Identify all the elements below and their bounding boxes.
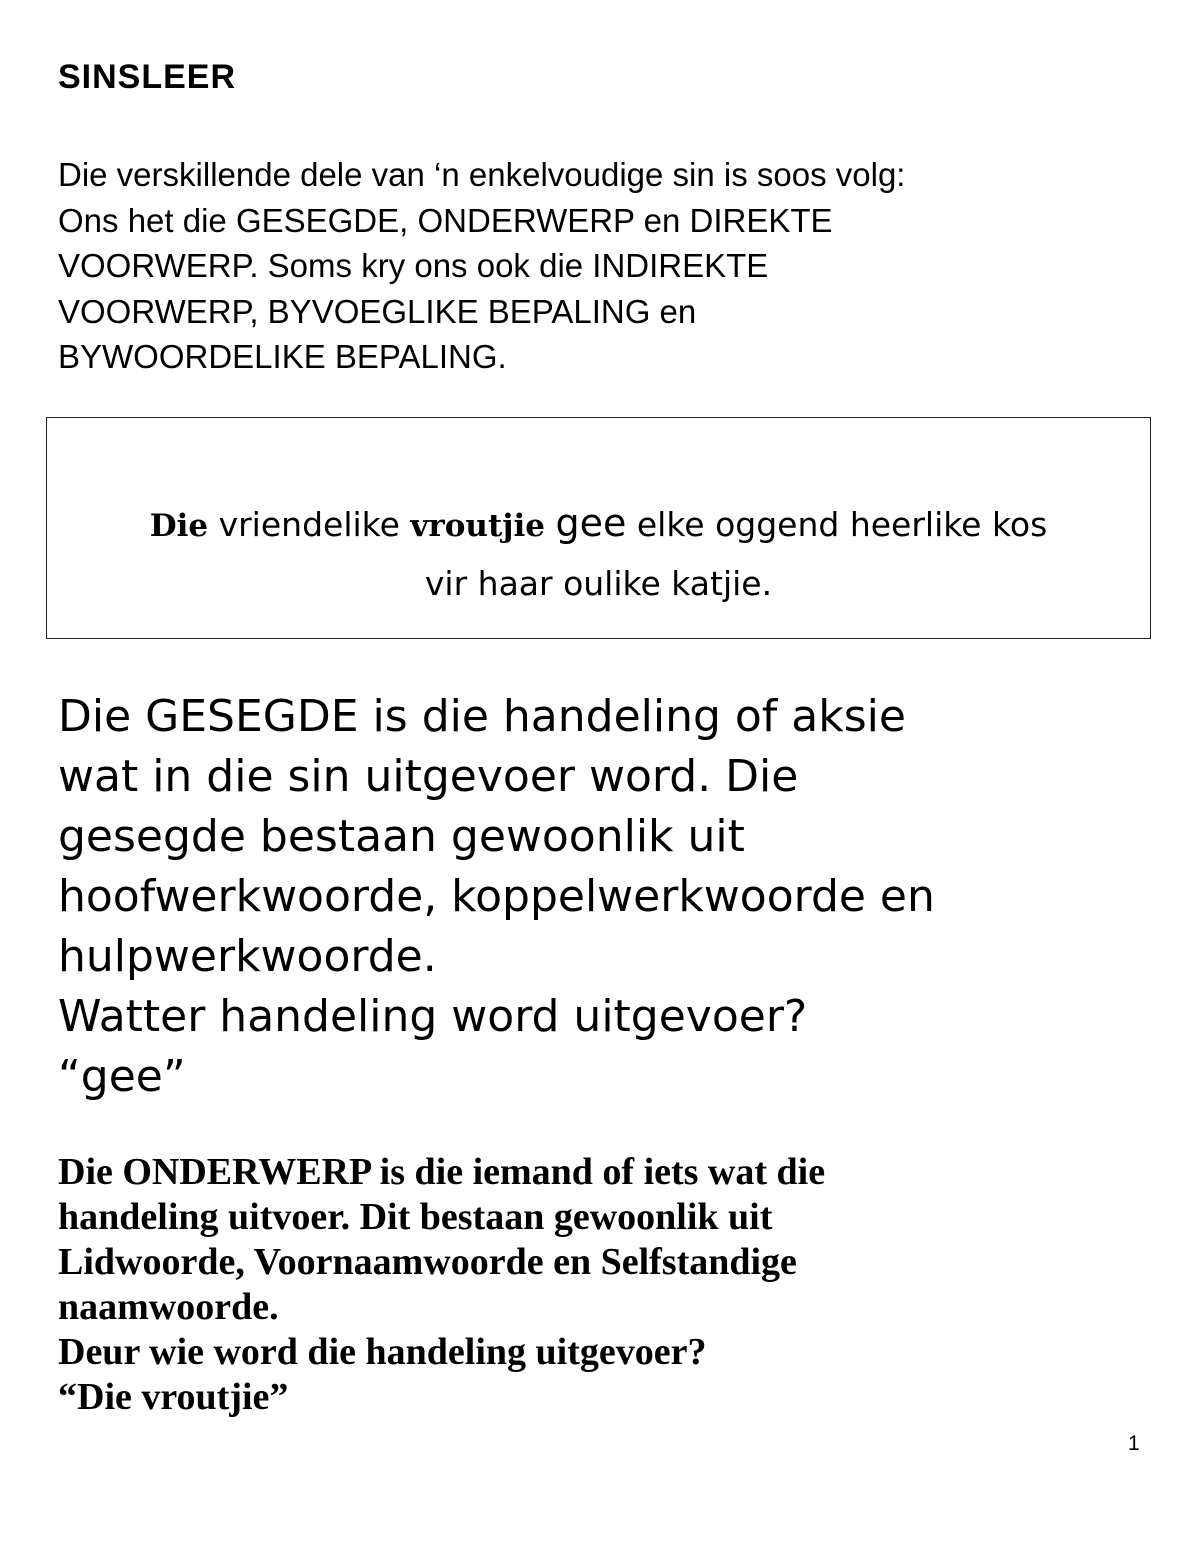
onderwerp-line: Die ONDERWERP is die iemand of iets wat die: [58, 1151, 826, 1193]
intro-line: BYWOORDELIKE BEPALING.: [58, 338, 507, 375]
gesegde-line: hulpwerkwoorde.: [58, 931, 437, 982]
onderwerp-answer: “Die vroutjie”: [58, 1376, 289, 1418]
example-line-1: [47, 494, 1150, 555]
gesegde-question: Watter handeling word uitgevoer?: [58, 991, 808, 1042]
example-word-gee: gee: [555, 501, 627, 545]
example-word-vriendelike: vriendelike: [208, 505, 411, 544]
example-line-2: vir haar oulike katjie.: [424, 564, 773, 603]
onderwerp-line: handeling uitvoer. Dit bestaan gewoonlik uit: [58, 1196, 773, 1238]
intro-paragraph: [58, 152, 1148, 380]
example-sentence-box: [46, 417, 1151, 639]
intro-line: VOORWERP. Soms kry ons ook die INDIREKTE: [58, 247, 769, 284]
example-space: [545, 505, 556, 544]
onderwerp-paragraph: [58, 1150, 1158, 1420]
example-word-rest: elke oggend heerlike kos: [626, 505, 1048, 544]
example-sentence: [47, 494, 1150, 613]
page-number: 1: [1128, 1432, 1140, 1455]
onderwerp-line: naamwoorde.: [58, 1286, 279, 1328]
intro-line: Ons het die GESEGDE, ONDERWERP en DIREKTE: [58, 201, 833, 239]
gesegde-answer: “gee”: [58, 1051, 186, 1102]
intro-line: VOORWERP, BYVOEGLIKE BEPALING en: [58, 292, 697, 330]
onderwerp-line: Lidwoorde, Voornaamwoorde en Selfstandige: [58, 1241, 797, 1283]
gesegde-line: wat in die sin uitgevoer word. Die: [58, 751, 799, 802]
gesegde-line: gesegde bestaan gewoonlik uit: [58, 811, 745, 862]
onderwerp-question: Deur wie word die handeling uitgevoer?: [58, 1331, 707, 1373]
example-word-vroutjie: vroutjie: [410, 508, 545, 544]
gesegde-line: Die GESEGDE is die handeling of aksie: [58, 691, 906, 742]
page-title: SINSLEER: [58, 58, 237, 96]
gesegde-paragraph: [58, 687, 1168, 1107]
gesegde-line: hoofwerkwoorde, koppelwerkwoorde en: [58, 871, 935, 922]
example-word-die: Die: [149, 508, 209, 544]
intro-line: Die verskillende dele van ‘n enkelvoudige sin is soos volg:: [58, 156, 906, 193]
